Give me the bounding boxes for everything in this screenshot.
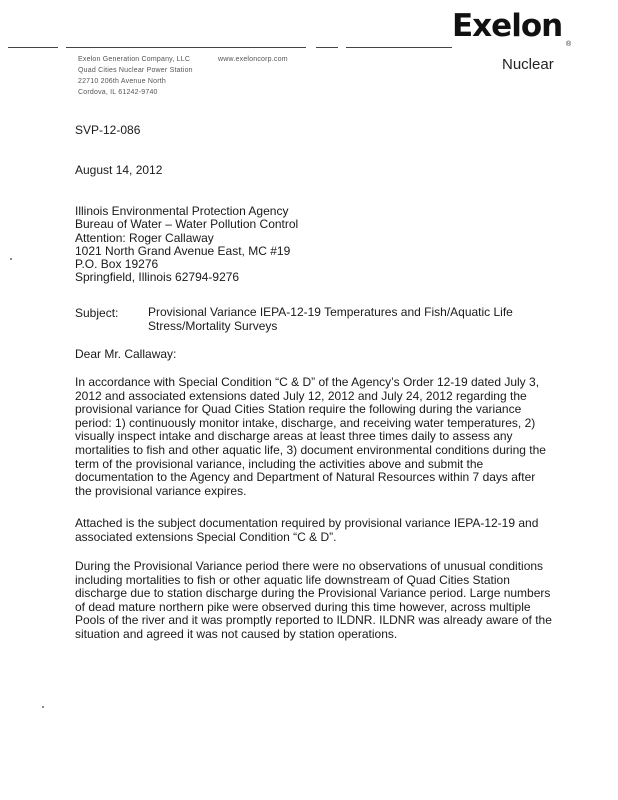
header-rule-mid [316, 47, 338, 48]
logo-registered-mark: ® [566, 41, 572, 48]
header-rule-right [346, 47, 452, 48]
letterhead-company: Exelon Generation Company, LLC [78, 56, 191, 63]
logo-wordmark: Exelon [452, 8, 563, 44]
letterhead-street: 22710 206th Avenue North [78, 78, 166, 85]
body-paragraph-1: In accordance with Special Condition “C & D” of the Agency’s Order 12-19 dated July 3, 2012 and associated extensions dated July 12, 2012 and July 24, 2012 regarding the provisional variance for Quad Cities Station require the following during the variance period: 1) continuously monitor intake, discharge, and receiving water temperatures, 2) visually inspect intake and discharge areas at least three times daily to assess any mortalities to fish and other aquatic life, 3) document environmental conditions during the term of the provisional variance, including the activities above and submit the documentation to the Agency and Department of Natural Resources within 7 days after the provisional variance expires. [75, 375, 546, 498]
letterhead-address [78, 54, 218, 98]
recipient-po-box: P.O. Box 19276 [75, 257, 159, 272]
recipient-agency: Illinois Environmental Protection Agency [75, 204, 289, 218]
letterhead-website: www.exeloncorp.com [218, 56, 288, 63]
salutation: Dear Mr. Callaway: [75, 347, 177, 361]
recipient-address [75, 205, 298, 285]
recipient-bureau: Bureau of Water – Water Pollution Control [75, 217, 299, 232]
letterhead-city: Cordova, IL 61242-9740 [78, 89, 158, 96]
recipient-street: 1021 North Grand Avenue East, MC #19 [75, 243, 291, 258]
subject-text: Provisional Variance IEPA-12-19 Temperatures and Fish/Aquatic Life Stress/Mortality Surveys [148, 305, 513, 333]
recipient-attention: Attention: Roger Callaway [75, 230, 214, 245]
exelon-logo [452, 8, 577, 78]
scan-speck [42, 706, 44, 708]
scan-speck [10, 258, 12, 260]
body-paragraph-2: Attached is the subject documentation required by provisional variance IEPA-12-19 and associated extensions Special Condition “C & D”. [75, 516, 539, 544]
recipient-city: Springfield, Illinois 62794-9276 [75, 270, 240, 285]
letter-reference: SVP-12-086 [75, 123, 141, 137]
logo-division: Nuclear [502, 56, 554, 73]
header-rule-left [8, 47, 58, 48]
header-rule-main [66, 47, 306, 48]
body-paragraph-3: During the Provisional Variance period there were no observations of unusual conditions including mortalities to fish or other aquatic life downstream of Quad Cities Station discharge due to station discharge during the Provisional Variance period. Large numbers of dead mature northern pike were observed during this time however, across multiple Pools of the river and it was promptly reported to ILDNR. ILDNR was already aware of the situation and agreed it was not caused by station operations. [75, 559, 552, 641]
letter-date: August 14, 2012 [75, 163, 163, 177]
letterhead-station: Quad Cities Nuclear Power Station [78, 67, 193, 74]
subject-label: Subject: [75, 306, 119, 320]
